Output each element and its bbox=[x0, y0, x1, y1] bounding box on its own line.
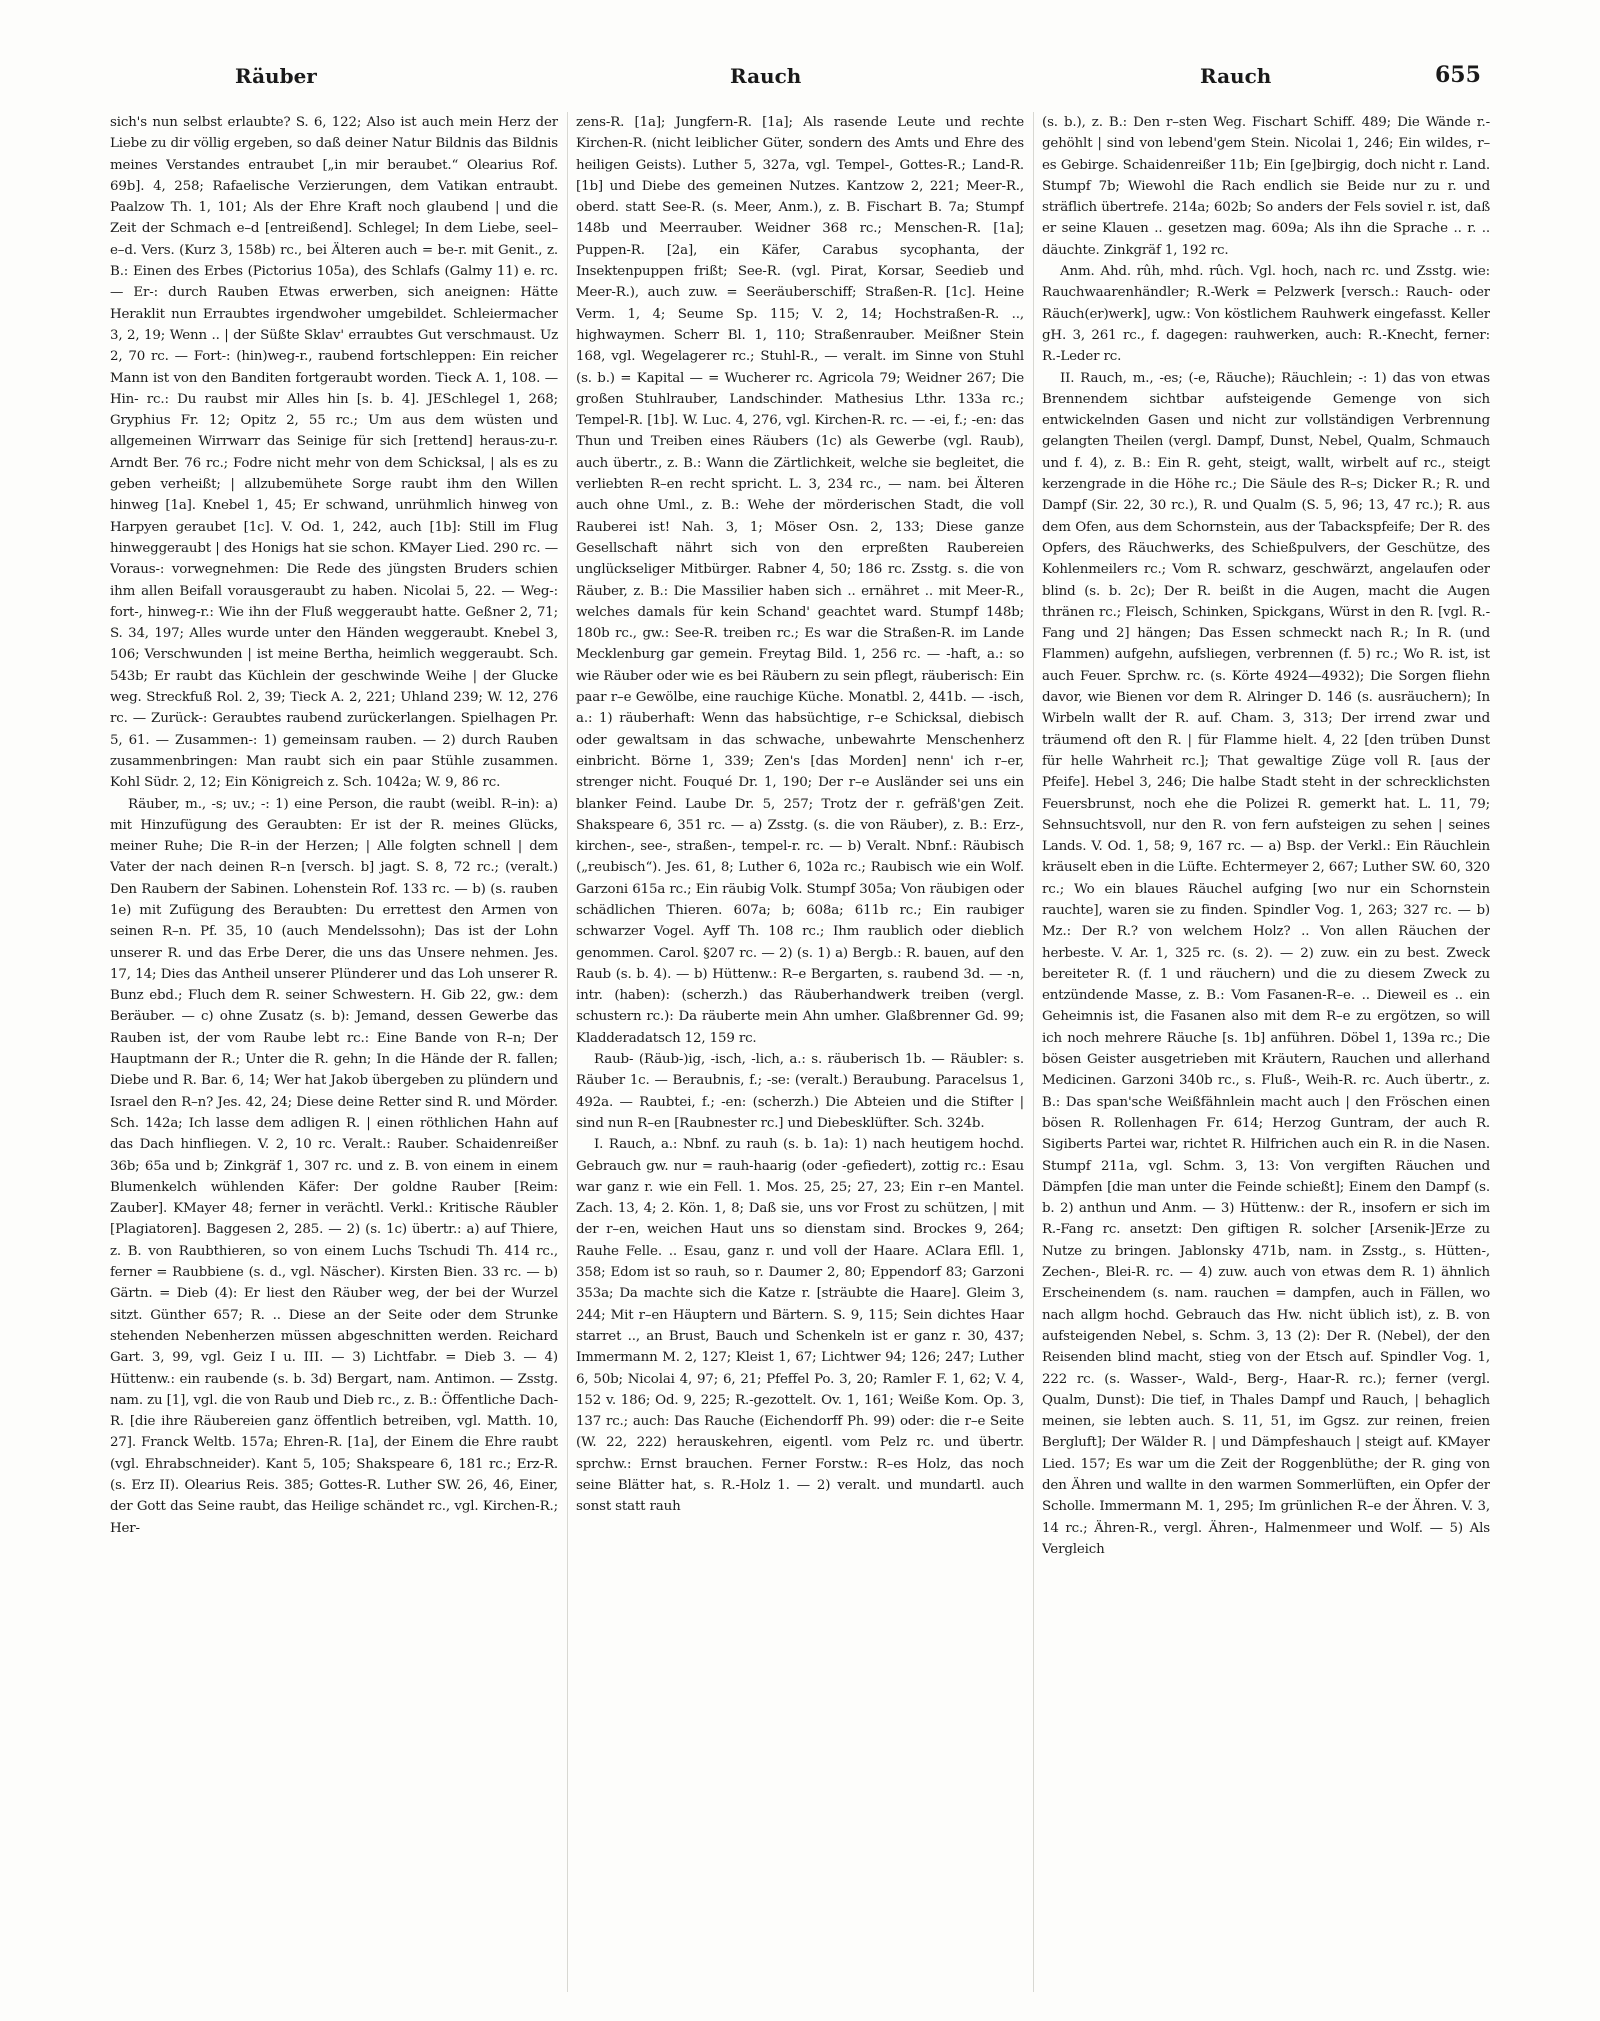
column-2 bbox=[576, 112, 1024, 1992]
column-1 bbox=[110, 112, 558, 1992]
running-head-center: Rauch bbox=[730, 64, 802, 88]
column-3-paragraph-3: II. Rauch, m., -es; (-e, Räuche); Räuchlein; -: 1) das von etwas Brennendem sichtbar aufsteigende Gemenge von sich entwickelnden Gasen und nicht zur vollständigen Verbrennung gelangten Theilen (vergl. Dampf, Dunst, Nebel, Qualm, Schmauch und f. 4), z. B.: Ein R. geht, steigt, wallt, wirbelt auf rc., steigt kerzengrade in die Höhe rc.; Die Säule des R–s; Dicker R.; R. und Dampf (Sir. 22, 30 rc.), R. und Qualm (S. 5, 96; 13, 47 rc.); R. aus dem Ofen, aus dem Schornstein, aus der Tabackspfeife; Der R. des Opfers, des Räuchwerks, des Schießpulvers, der Geschütze, des Kohlenmeilers rc.; Vom R. schwarz, geschwärzt, angelaufen oder blind (s. b. 2c); Der R. beißt in die Augen, macht die Augen thränen rc.; Fleisch, Schinken, Spickgans, Würst in den R. [vgl. R.-Fang und 2] hängen; Das Essen schmeckt nach R.; In R. (und Flammen) aufgehn, aufsliegen, verbrennen (f. 5) rc.; Wo R. ist, ist auch Feuer. Sprchw. rc. (s. Körte 4924—4932); Die Sorgen fliehn davor, wie Bienen vor dem R. Alringer D. 146 (s. ausräuchern); In Wirbeln wallt der R. auf. Cham. 3, 313; Der irrend zwar und träumend oft den R. | für Flamme hielt. 4, 22 [den trüben Dunst für helle Wahrheit rc.]; That gewaltige Züge voll R. [aus der Pfeife]. Hebel 3, 246; Die halbe Stadt steht in der schrecklichsten Feuersbrunst, noch ehe die Polizei R. gemerkt hat. L. 11, 79; Sehnsuchtsvoll, nur den R. von fern aufsteigen zu sehen | seines Lands. V. Od. 1, 58; 9, 167 rc. — a) Bsp. der Verkl.: Ein Räuchlein kräuselt eben in die Lüfte. Echtermeyer 2, 667; Luther SW. 60, 320 rc.; Wo ein blaues Räuchel aufging [wo nur ein Schornstein rauchte], waren sie zu finden. Spindler Vog. 1, 263; 327 rc. — b) Mz.: Der R.? von welchem Holz? .. Von allen Räuchen der herbeste. V. Ar. 1, 325 rc. (s. 2). — 2) zuw. ein zu best. Zweck bereiteter R. (f. 1 und räuchern) und die zu diesem Zweck zu entzündende Masse, z. B.: Vom Fasanen-R–e. .. Dieweil es .. ein Geheimnis ist, die Fasanen also mit dem R–e zu ergötzen, so will ich noch mehrere Räuche [s. 1b] anführen. Döbel 1, 139a rc.; Die bösen Geister ausgetrieben mit Kräutern, Rauchen und allerhand Medicinen. Garzoni 340b rc., s. Fluß-, Weih-R. rc. Auch übertr., z. B.: Das span'sche Weißfähnlein macht auch | den Fröschen einen bösen R. Rollenhagen Fr. 614; Herzog Guntram, der auch R. Sigiberts Partei war, richtet R. Hilfrichen auch ein R. in die Nasen. Stumpf 211a, vgl. Schm. 3, 13: Von vergiften Räuchen und Dämpfen [die man unter die Feinde schießt]; Einem den Dampf (s. b. 2) anthun und Anm. — 3) Hüttenw.: der R., insofern er sich im R.-Fang rc. ansetzt: Den giftigen R. solcher [Arsenik-]Erze zu Nutze zu bringen. Jablonsky 471b, nam. in Zsstg., s. Hütten-, Zechen-, Blei-R. rc. — 4) zuw. auch von etwas dem R. 1) ähnlich Erscheinendem (s. nam. rauchen = dampfen, auch in Fällen, wo nach allgm hochd. Gebrauch das Hw. nicht üblich ist), z. B. von aufsteigenden Nebel, s. Schm. 3, 13 (2): Der R. (Nebel), der den Reisenden blind macht, stieg von der Etsch auf. Spindler Vog. 1, 222 rc. (s. Wasser-, Wald-, Berg-, Haar-R. rc.); ferner (vergl. Qualm, Dunst): Die tief, in Thales Dampf und Rauch, | behaglich meinen, sie lebten auch. S. 11, 51, im Ggsz. zur reinen, freien Bergluft]; Der Wälder R. | und Dämpfeshauch | steigt auf. KMayer Lied. 157; Es war um die Zeit der Roggenblüthe; der R. ging von den Ähren und wallte in den warmen Sommerlüften, ein Opfer der Scholle. Immermann M. 1, 295; Im grünlichen R–e der Ähren. V. 3, 14 rc.; Ähren-R., vergl. Ähren-, Halmenmeer und Wolf. — 5) Als Vergleich bbox=[1042, 370, 1490, 1557]
page-number: 655 bbox=[1435, 62, 1481, 88]
text-columns bbox=[110, 112, 1490, 1992]
running-head bbox=[110, 60, 1490, 100]
column-2-paragraph-1: zens-R. [1a]; Jungfern-R. [1a]; Als rasende Leute und rechte Kirchen-R. (nicht leiblicher Güter, sondern des Amts und Ehre des heiligen Geists). Luther 5, 327a, vgl. Tempel-, Gottes-R.; Land-R. [1b] und Diebe des gemeinen Nutzes. Kantzow 2, 221; Meer-R., oberd. statt See-R. (s. Meer, Anm.), z. B. Fischart B. 7a; Stumpf 148b und Meerrauber. Weidner 368 rc.; Menschen-R. [1a]; Puppen-R. [2a], ein Käfer, Carabus sycophanta, der Insektenpuppen frißt; See-R. (vgl. Pirat, Korsar, Seedieb und Meer-R.), auch zuw. = Seeräuberschiff; Straßen-R. [1c]. Heine Verm. 1, 4; Seume Sp. 115; V. 2, 14; Hochstraßen-R. .., highwaymen. Scherr Bl. 1, 110; Straßenrauber. Meißner Stein 168, vgl. Wegelagerer rc.; Stuhl-R., — veralt. im Sinne von Stuhl (s. b.) = Kapital — = Wucherer rc. Agricola 79; Weidner 267; Die großen Stuhlrauber, Landschinder. Mathesius Lthr. 133a rc.; Tempel-R. [1b]. W. Luc. 4, 276, vgl. Kirchen-R. rc. — -ei, f.; -en: das Thun und Treiben eines Räubers (1c) als Gewerbe (vgl. Raub), auch übertr., z. B.: Wann die Zärtlichkeit, welche sie begleitet, die verliebten R–en recht spricht. L. 3, 234 rc., — nam. bei Älteren auch ohne Uml., z. B.: Wehe der mörderischen Stadt, die voll Rauberei ist! Nah. 3, 1; Möser Osn. 2, 133; Diese ganze Gesellschaft nährt sich von den erpreßten Raubereien unglückseliger Mitbürger. Rabner 4, 50; 186 rc. Zsstg. s. die von Räuber, z. B.: Die Massilier haben sich .. ernähret .. mit Meer-R., welches damals für kein Schand' geachtet ward. Stumpf 148b; 180b rc., gw.: See-R. treiben rc.; Es war die Straßen-R. im Lande Mecklenburg gar gemein. Freytag Bild. 1, 256 rc. — -haft, a.: so wie Räuber oder wie es bei Räubern zu sein pflegt, räuberisch: Ein paar r–e Gewölbe, eine rauchige Küche. Monatbl. 2, 441b. — -isch, a.: 1) räuberhaft: Wenn das habsüchtige, r–e Schicksal, diebisch oder gewaltsam in das schwache, unbewahrte Menschenherz einbricht. Börne 1, 339; Zen's [das Morden] nenn' ich r–er, strenger nicht. Fouqué Dr. 1, 190; Der r–e Ausländer sei uns ein blanker Feind. Laube Dr. 5, 257; Trotz der r. gefräß'gen Zeit. Shakspeare 6, 351 rc. — a) Zsstg. (s. die von Räuber), z. B.: Erz-, kirchen-, see-, straßen-, tempel-r. rc. — b) Veralt. Nbnf.: Räubisch („reubisch“). Jes. 61, 8; Luther 6, 102a rc.; Raubisch wie ein Wolf. Garzoni 615a rc.; Ein räubig Volk. Stumpf 305a; Von räubigen oder schädlichen Thieren. 607a; b; 608a; 611b rc.; Ein raubiger schwarzer Vogel. Ayff Th. 108 rc.; Ihm raublich oder dieblich genommen. Carol. §207 rc. — 2) (s. 1) a) Bergb.: R. bauen, auf den Raub (s. b. 4). — b) Hüttenw.: R–e Bergarten, s. raubend 3d. — -n, intr. (haben): (scherzh.) das Räuberhandwerk treiben (vergl. schustern rc.): Da räuberte mein Ahn umher. Glaßbrenner Gd. 99; Kladderadatsch 12, 159 rc. bbox=[576, 115, 1024, 1046]
column-1-paragraph-1: sich's nun selbst erlaubte? S. 6, 122; Also ist auch mein Herz der Liebe zu dir völlig ergeben, so daß deiner Natur Bildnis das Bildnis meines Verstandes entraubet [„in mir beraubet.“ Olearius Rof. 69b]. 4, 258; Rafaelische Verzierungen, dem Vatikan entraubt. Paalzow Th. 1, 101; Als der Ehre Kraft noch glaubend | und die Zeit der Schmach e–d [entreißend]. Schlegel; In dem Liebe, seel–e–d. Vers. (Kurz 3, 158b) rc., bei Älteren auch = be-r. mit Genit., z. B.: Einen des Erbes (Pictorius 105a), des Schlafs (Galmy 11) e. rc. — Er-: durch Rauben Etwas erwerben, sich aneignen: Hätte Heraklit nun Erraubtes irgendwoher umgebildet. Schleiermacher 3, 2, 19; Wenn .. | der Süßte Sklav' erraubtes Gut verschmaust. Uz 2, 70 rc. — Fort-: (hin)weg-r., raubend fortschleppen: Ein reicher Mann ist von den Banditen fortgeraubt worden. Tieck A. 1, 108. — Hin- rc.: Du raubst mir Alles hin [s. b. 4]. JESchlegel 1, 268; Gryphius Fr. 12; Opitz 2, 55 rc.; Um aus dem wüsten und allgemeinen Wirrwarr das Seinige für sich [rettend] heraus-zu-r. Arndt Ber. 76 rc.; Fodre nicht mehr von dem Schicksal, | als es zu geben verheißt; | allzubemühete Sorge raubt ihm den Willen hinweg [1a]. Knebel 1, 45; Er schwand, unrühmlich hinweg von Harpyen geraubet [1c]. V. Od. 1, 242, auch [1b]: Still im Flug hinweggeraubt | des Honigs hat sie schon. KMayer Lied. 290 rc. — Voraus-: vorwegnehmen: Die Rede des jüngsten Bruders schien ihm allen Beifall vorausgeraubt zu haben. Nicolai 5, 22. — Weg-: fort-, hinweg-r.: Wie ihn der Fluß weggeraubt hatte. Geßner 2, 71; S. 34, 197; Alles wurde unter den Händen weggeraubt. Knebel 3, 106; Verschwunden | ist meine Bertha, heimlich weggeraubt. Sch. 543b; Er raubt das Küchlein der geschwinde Weihe | der Glucke weg. Streckfuß Rol. 2, 39; Tieck A. 2, 221; Uhland 239; W. 12, 276 rc. — Zurück-: Geraubtes raubend zurückerlangen. Spielhagen Pr. 5, 61. — Zusammen-: 1) gemeinsam rauben. — 2) durch Rauben zusammenbringen: Man raubt sich ein paar Stühle zusammen. Kohl Südr. 2, 12; Ein Königreich z. Sch. 1042a; W. 9, 86 rc. bbox=[110, 115, 558, 791]
column-2-paragraph-3: I. Rauch, a.: Nbnf. zu rauh (s. b. 1a): 1) nach heutigem hochd. Gebrauch gw. nur = rauh-haarig (oder -gefiedert), zottig rc.: Esau war ganz r. wie ein Fell. 1. Mos. 25, 25; 27, 23; Ein r–en Mantel. Zach. 13, 4; 2. Kön. 1, 8; Daß sie, uns vor Frost zu schützen, | mit der r–en, weichen Haut uns so dienstam sind. Brockes 9, 264; Rauhe Felle. .. Esau, ganz r. und voll der Haare. AClara Efll. 1, 358; Edom ist so rauh, so r. Daumer 2, 80; Eppendorf 83; Garzoni 353a; Da machte sich die Katze r. [sträubte die Haare]. Gleim 3, 244; Mit r–en Häuptern und Bärtern. S. 9, 115; Sein dichtes Haar starret .., an Brust, Bauch und Schenkeln ist er ganz r. 30, 437; Immermann M. 2, 127; Kleist 1, 67; Lichtwer 94; 126; 247; Luther 6, 50b; Nicolai 4, 97; 6, 21; Pfeffel Po. 3, 20; Ramler F. 1, 62; V. 4, 152 v. 186; Od. 9, 225; R.-gezottelt. Ov. 1, 161; Weiße Kom. Op. 3, 137 rc.; auch: Das Rauche (Eichendorff Ph. 99) oder: die r–e Seite (W. 22, 222) herauskehren, eigentl. vom Pelz rc. und übertr. sprchw.: Ernst brauchen. Ferner Forstw.: R–es Holz, das noch seine Blätter hat, s. R.-Holz 1. — 2) veralt. und mundartl. auch sonst statt rauh bbox=[576, 1137, 1024, 1515]
running-head-right: Rauch bbox=[1200, 64, 1272, 88]
running-head-left: Räuber bbox=[235, 64, 317, 88]
column-3 bbox=[1042, 112, 1490, 1992]
column-divider-2 bbox=[1033, 112, 1034, 1992]
column-3-paragraph-2: Anm. Ahd. rûh, mhd. rûch. Vgl. hoch, nach rc. und Zsstg. wie: Rauchwaarenhändler; R.-Werk = Pelzwerk [versch.: Rauch- oder Räuch(er)werk], ugw.: Von köstlichem Rauhwerk eingefasst. Keller gH. 3, 261 rc., f. dagegen: rauhwerken, auch: R.-Knecht, ferner: R.-Leder rc. bbox=[1042, 264, 1490, 365]
column-2-paragraph-2: Raub- (Räub-)ig, -isch, -lich, a.: s. räuberisch 1b. — Räubler: s. Räuber 1c. — Beraubnis, f.; -se: (veralt.) Beraubung. Paracelsus 1, 492a. — Raubtei, f.; -en: (scherzh.) Die Abteien und die Stifter | sind nun R–en [Raubnester rc.] und Diebesklüfter. Sch. 324b. bbox=[576, 1052, 1024, 1131]
column-1-paragraph-2: Räuber, m., -s; uv.; -: 1) eine Person, die raubt (weibl. R–in): a) mit Hinzufügung des Geraubten: Er ist der R. meines Glücks, meiner Ruhe; Die R–in der Herzen; | Alle folgten schnell | dem Vater der nach deinen R–n [versch. b] jagt. S. 8, 72 rc.; (veralt.) Den Raubern der Sabinen. Lohenstein Rof. 133 rc. — b) (s. rauben 1e) mit Zufügung des Beraubten: Du errettest den Armen von seinen R–n. Pf. 35, 10 (auch Mendelssohn); Das ist der Lohn unserer R. und das Erbe Derer, die uns das Unsere nehmen. Jes. 17, 14; Dies das Antheil unserer Plünderer und das Loh unserer R. Bunz ebd.; Fluch dem R. seiner Schwestern. H. Gib 22, gw.: dem Beräuber. — c) ohne Zusatz (s. b): Jemand, dessen Gewerbe das Rauben ist, der vom Raube lebt rc.: Eine Bande von R–n; Der Hauptmann der R.; Unter die R. gehn; In die Hände der R. fallen; Diebe und R. Bar. 6, 14; Wer hat Jakob übergeben zu plündern und Israel den R–n? Jes. 42, 24; Diese deine Retter sind R. und Mörder. Sch. 142a; Ich lasse dem adligen R. | einen röthlichen Hahn auf das Dach hinfliegen. V. 2, 10 rc. Veralt.: Rauber. Schaidenreißer 36b; 65a und b; Zinkgräf 1, 307 rc. und z. B. von einem in einem Blumenkelch wühlenden Käfer: Der goldne Rauber [Reim: Zauber]. KMayer 48; ferner in verächtl. Verkl.: Kritische Räubler [Plagiatoren]. Baggesen 2, 285. — 2) (s. 1c) übertr.: a) auf Thiere, z. B. von Raubthieren, so von einem Luchs Tschudi Th. 414 rc., ferner = Raubbiene (s. d., vgl. Näscher). Kirsten Bien. 33 rc. — b) Gärtn. = Dieb (4): Er liest den Räuber weg, der bei der Wurzel sitzt. Günther 657; R. .. Diese an der Seite oder dem Strunke stehenden Nebenherzen müssen abgeschnitten werden. Reichard Gart. 3, 99, vgl. Geiz I u. III. — 3) Lichtfabr. = Dieb 3. — 4) Hüttenw.: ein raubende (s. b. 3d) Bergart, nam. Antimon. — Zsstg. nam. zu [1], vgl. die von Raub und Dieb rc., z. B.: Öffentliche Dach-R. [die ihre Räubereien ganz öffentlich betreiben, vgl. Matth. 10, 27]. Franck Weltb. 157a; Ehren-R. [1a], der Einem die Ehre raubt (vgl. Ehrabschneider). Kant 5, 105; Shakspeare 6, 181 rc.; Erz-R. (s. Erz II). Olearius Reis. 385; Gottes-R. Luther SW. 26, 46, Einer, der Gott das Seine raubt, das Heilige schändet rc., vgl. Kirchen-R.; Her- bbox=[110, 796, 558, 1536]
column-divider-1 bbox=[567, 112, 568, 1992]
column-3-paragraph-1: (s. b.), z. B.: Den r–sten Weg. Fischart Schiff. 489; Die Wände r.-gehöhlt | sind von lebend'gem Stein. Nicolai 1, 246; Ein wildes, r–es Gebirge. Schaidenreißer 11b; Ein [ge]birgig, doch nicht r. Land. Stumpf 7b; Wiewohl die Rach endlich sie Beide nur zu r. und sträflich übertrefe. 214a; 602b; So anders der Fels soviel r. ist, daß er seine Klauen .. gesetzen mag. 609a; Als ihn die Sprache .. r. .. däuchte. Zinkgräf 1, 192 rc. bbox=[1042, 115, 1490, 258]
